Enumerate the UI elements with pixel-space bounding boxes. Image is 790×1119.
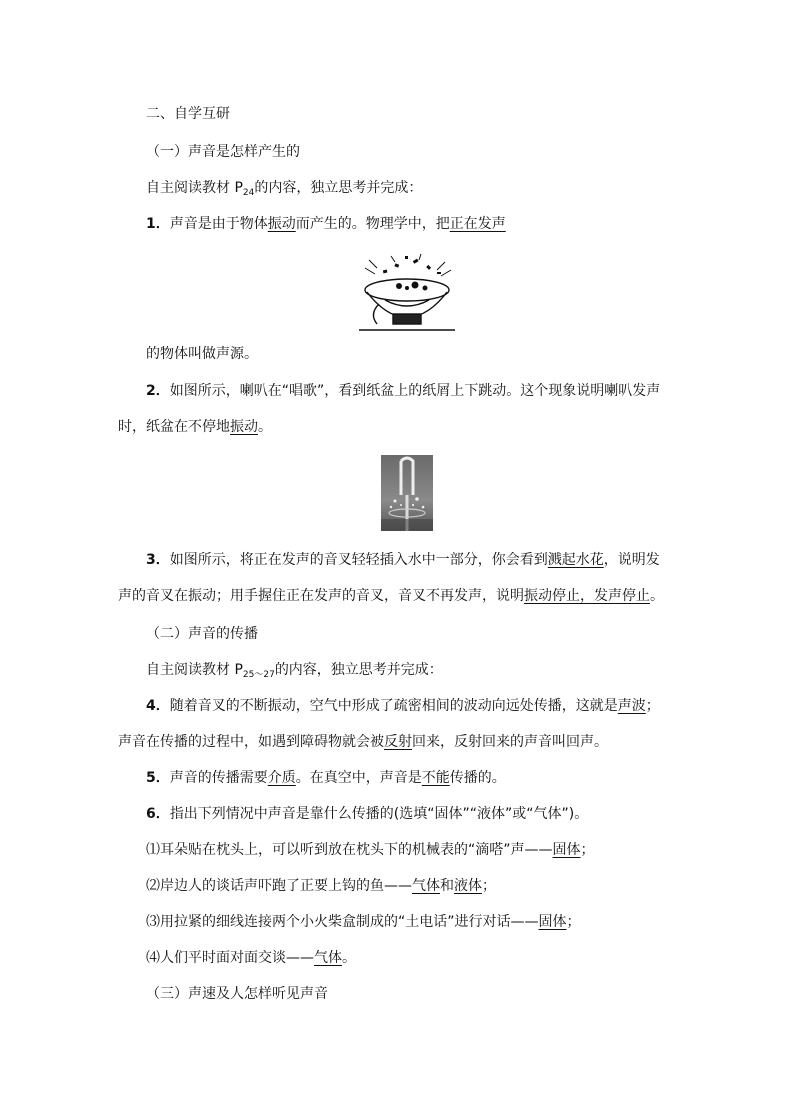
answer-blank: 振动 [230, 419, 258, 435]
answer-blank: 反射 [384, 734, 412, 750]
question-3-line-2: 声的音叉在振动；用手握住正在发声的音叉，音叉不再发声，说明振动停止，发声停止。 [118, 588, 664, 604]
question-1-continued: 的物体叫做声源。 [146, 346, 258, 362]
answer-blank: 正在发声 [449, 216, 506, 232]
answer-blank: 溅起水花 [547, 552, 604, 568]
question-6: 6．指出下列情况中声音是靠什么传播的(选填“固体”“液体”或“气体”)。 [146, 806, 589, 822]
answer-blank: 振动 [267, 216, 296, 232]
section-heading: 二、自学互研 [146, 106, 230, 122]
question-6-item-4: ⑷人们平时面对面交谈——气体。 [146, 950, 356, 966]
question-1: 1．声音是由于物体振动而产生的。物理学中，把正在发声 [146, 216, 506, 232]
question-6-item-3: ⑶用拉紧的细线连接两个小火柴盒制成的“土电话”进行对话——固体； [146, 914, 581, 930]
question-2-line-2: 时，纸盆在不停地振动。 [118, 419, 272, 435]
speaker-figure [355, 252, 460, 334]
answer-blank: 振动停止，发声停止 [524, 588, 650, 604]
answer-blank: 固体 [538, 914, 567, 930]
question-2-line-1: 2．如图所示，喇叭在“唱歌”，看到纸盆上的纸屑上下跳动。这个现象说明喇叭发声 [146, 383, 661, 399]
answer-blank: 介质 [267, 770, 296, 786]
subsection-title-3: （三）声速及人怎样听见声音 [146, 986, 328, 1002]
question-6-item-1: ⑴耳朵贴在枕头上，可以听到放在枕头下的机械表的“滴嗒”声——固体； [146, 842, 595, 858]
question-3-line-1: 3．如图所示，将正在发声的音叉轻轻插入水中一部分，你会看到溅起水花，说明发 [146, 552, 660, 568]
tuning-fork-photo [381, 455, 433, 531]
answer-blank: 气体 [314, 950, 342, 966]
answer-blank: 固体 [552, 842, 581, 858]
subsection-title-2: （二）声音的传播 [146, 626, 258, 642]
subsection-title-1: （一）声音是怎样产生的 [146, 144, 300, 160]
question-6-item-2: ⑵岸边人的谈话声吓跑了正要上钩的鱼——气体和液体； [146, 878, 496, 894]
answer-blank: 不能 [421, 770, 450, 786]
answer-blank: 气体 [412, 878, 440, 894]
instruction-2: 自主阅读教材 $P_{25\sim 27}$的内容，独立思考并完成： [146, 662, 443, 680]
question-5: 5．声音的传播需要介质。在真空中，声音是不能传播的。 [146, 770, 506, 786]
answer-blank: 声波 [617, 698, 646, 714]
question-4-line-2: 声音在传播的过程中，如遇到障碍物就会被反射回来，反射回来的声音叫回声。 [118, 734, 608, 750]
question-4-line-1: 4．随着音叉的不断振动，空气中形成了疏密相间的波动向远处传播，这就是声波； [146, 698, 660, 714]
instruction-1: 自主阅读教材 $P_{24}$的内容，独立思考并完成： [146, 180, 423, 198]
answer-blank: 液体 [454, 878, 482, 894]
